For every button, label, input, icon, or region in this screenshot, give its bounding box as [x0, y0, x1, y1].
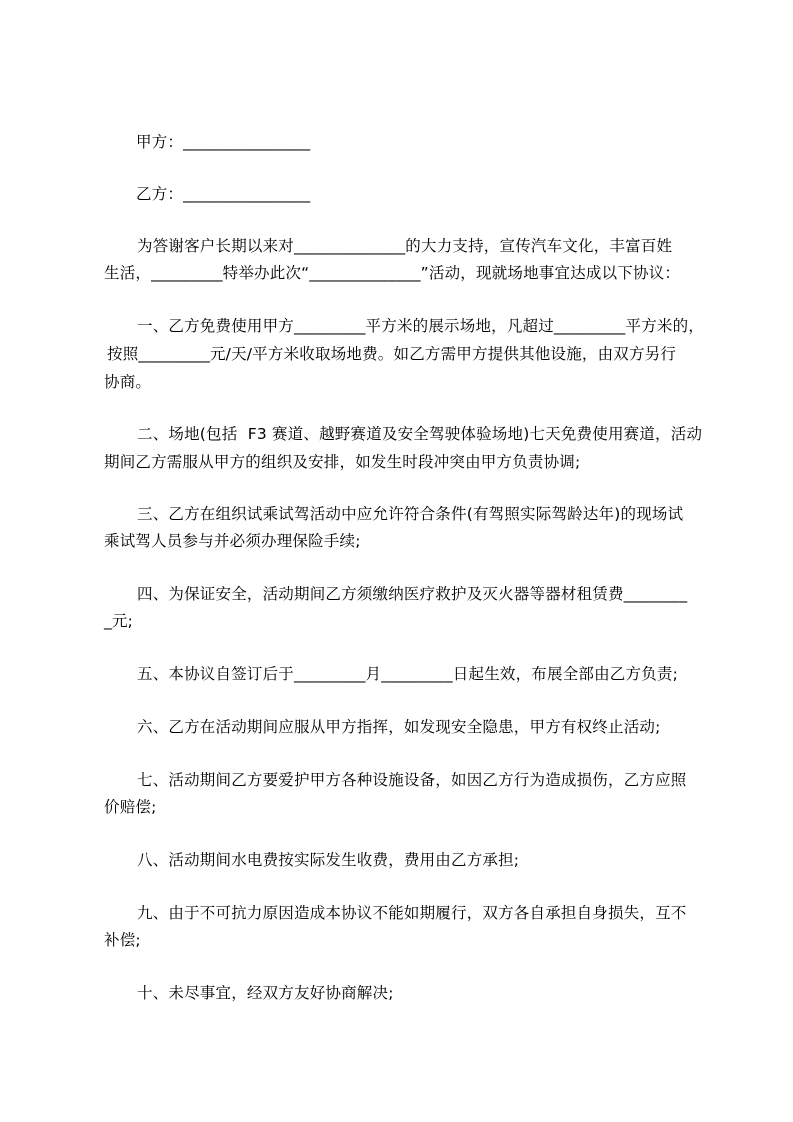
clause-3-line-2: 乘试驾人员参与并必须办理保险手续; — [104, 532, 361, 550]
intro-line-1: 为答谢客户长期以来对______________的大力支持，宣传汽车文化，丰富百姓 — [137, 237, 673, 255]
party-b-line: 乙方：________________ — [136, 185, 311, 203]
clause-10-line-1: 十、未尽事宜，经双方友好协商解决; — [137, 984, 394, 1002]
clause-9-line-1: 九、由于不可抗力原因造成本协议不能如期履行，双方各自承担自身损失，互不 — [137, 904, 687, 922]
clause-5-line-1: 五、本协议自签订后于_________月_________日起生效，布展全部由乙方负责; — [137, 665, 679, 683]
intro-line-2: 生活，_________特举办此次“______________”活动，现就场地事宜达成以下协议： — [104, 264, 681, 282]
clause-4-line-1: 四、为保证安全，活动期间乙方须缴纳医疗救护及灭火器等器材租赁费________ — [137, 585, 688, 603]
clause-7-line-1: 七、活动期间乙方要爱护甲方各种设施设备，如因乙方行为造成损伤，乙方应照 — [137, 771, 687, 789]
clause-1-line-1: 一、乙方免费使用甲方_________平方米的展示场地，凡超过_________平方米的， — [137, 317, 705, 335]
clause-9-line-2: 补偿; — [104, 931, 141, 949]
party-a-line: 甲方：________________ — [136, 133, 311, 151]
clause-4-line-2: _元; — [104, 612, 134, 630]
clause-7-line-2: 价赔偿; — [104, 798, 157, 816]
clause-6-line-1: 六、乙方在活动期间应服从甲方指挥，如发现安全隐患，甲方有权终止活动; — [137, 718, 661, 736]
clause-1-line-3: 协商。 — [104, 373, 152, 391]
clause-3-line-1: 三、乙方在组织试乘试驾活动中应允许符合条件(有驾照实际驾龄达年)的现场试 — [137, 505, 684, 523]
clause-8-line-1: 八、活动期间水电费按实际发生收费，费用由乙方承担; — [137, 851, 520, 869]
clause-1-line-2: 按照_________元/天/平方米收取场地费。如乙方需甲方提供其他设施，由双方另行 — [107, 345, 677, 363]
clause-2-line-2: 期间乙方需服从甲方的组织及安排，如发生时段冲突由甲方负责协调; — [104, 453, 581, 471]
clause-2-line-1: 二、场地(包括 F3 赛道、越野赛道及安全驾驶体验场地)七天免费使用赛道，活动 — [137, 425, 703, 443]
